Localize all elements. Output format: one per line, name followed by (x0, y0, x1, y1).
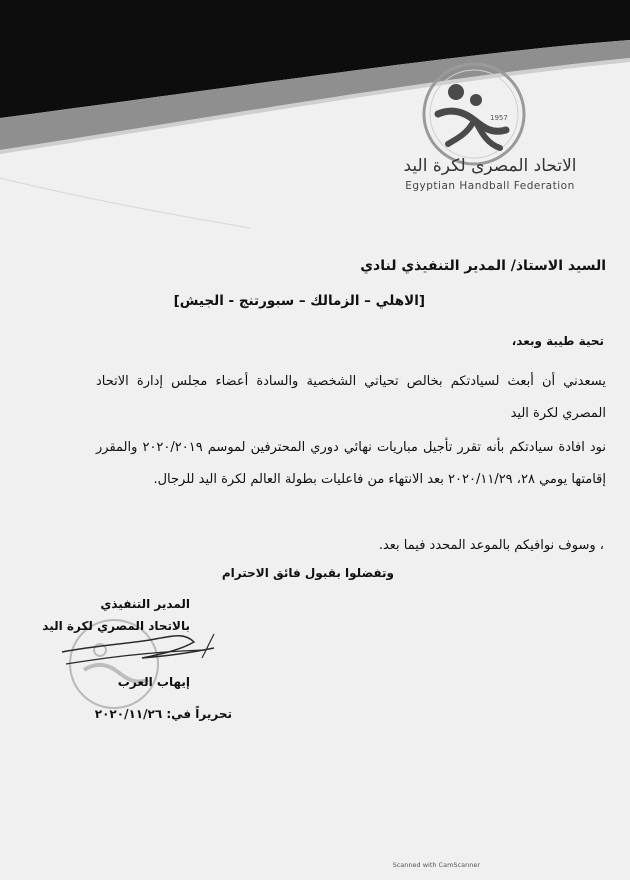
signatory-organization: بالاتحاد المصري لكرة اليد (42, 619, 190, 633)
greeting: تحية طيبة وبعد، (511, 334, 604, 348)
federation-logo-icon (418, 58, 530, 170)
paragraph-3: ، وسوف نوافيكم بالموعد المحدد فيما بعد. (378, 538, 604, 553)
ball-icon (448, 84, 464, 100)
signatory-name: إيهاب العرب (117, 675, 190, 689)
logo-year: 1957 (490, 114, 508, 122)
signatory-title: المدير التنفيذي (100, 597, 190, 611)
paragraph-2: نود افادة سيادتكم بأنه تقرر تأجيل مباريات نهائي دوري المحترفين لموسم ٢٠٢٠/٢٠١٩ والمقرر إقامتها يومي ٢٨، ٢٠٢٠/١١/٢٩ بعد الانتهاء من فاعليات بطولة العالم لكرة اليد للرجال. (96, 440, 606, 487)
stamp-ring (70, 620, 158, 708)
player-head-icon (470, 94, 482, 106)
paragraph-1: يسعدني أن أبعث لسيادتكم بخالص تحياتي الشخصية والسادة أعضاء مجلس إدارة الاتحاد المصري لكرة اليد (96, 374, 606, 421)
brand-arabic: الاتحاد المصرى لكرة اليد (403, 156, 577, 176)
closing: وتفضلوا بقبول فائق الاحترام (221, 566, 394, 580)
scanner-note: Scanned with CamScanner (392, 861, 480, 869)
issue-date: تحريراً في: ٢٠٢٠/١١/٢٦ (94, 707, 232, 721)
brand-english: Egyptian Handball Federation (405, 180, 575, 192)
clubs-list: [الاهلي – الزمالك – سبورتنج - الجيش] (173, 293, 425, 309)
recipient: السيد الاستاذ/ المدير التنفيذي لنادي (360, 258, 606, 274)
